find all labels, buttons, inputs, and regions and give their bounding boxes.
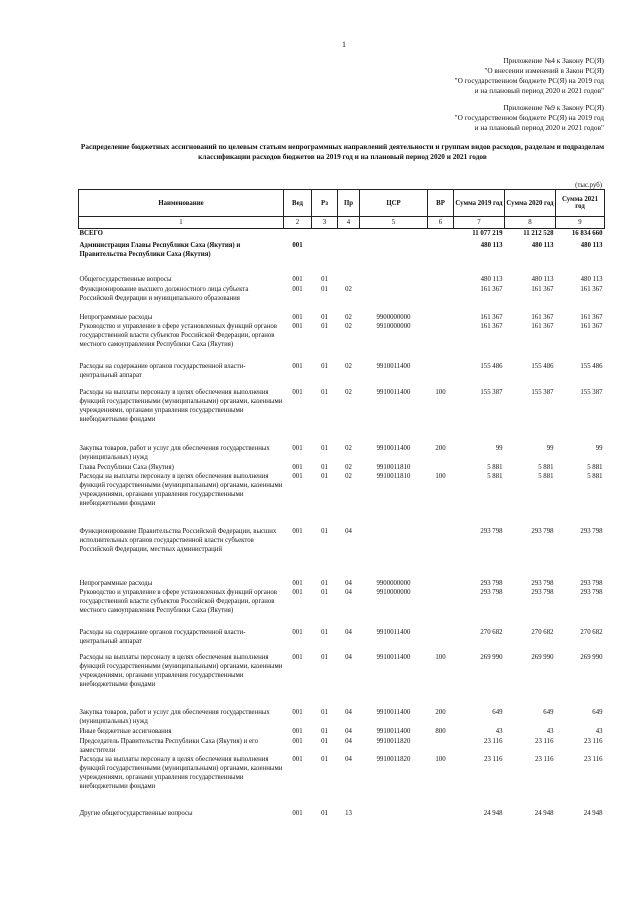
- row-pr: 04: [345, 737, 352, 745]
- row-sum-2021: 155 387: [580, 388, 603, 396]
- row-sum-2021: 23 116: [584, 755, 603, 763]
- row-sum-2019: 293 798: [480, 579, 503, 587]
- row-csr: 9900000000: [376, 579, 411, 587]
- row-sum-2020: 155 486: [531, 362, 554, 370]
- row-pr: 04: [345, 527, 352, 535]
- table-row: [79, 275, 605, 285]
- row-rz: 01: [321, 755, 328, 763]
- row-pr: 04: [345, 708, 352, 716]
- row-pr: 02: [345, 313, 352, 321]
- table-row: [79, 313, 605, 322]
- row-sum-2020: 269 990: [531, 653, 554, 661]
- column-number: 5: [360, 217, 428, 229]
- row-name: Руководство и управление в сфере установленных функций органов государственной власти субъектов Российской Федерации, органов местного самоуправления Республики Саха (Якутия): [79, 322, 277, 348]
- row-csr: 9910011400: [376, 388, 411, 396]
- row-sum-2020: 11 212 528: [523, 230, 554, 237]
- row-rz: 01: [321, 628, 328, 636]
- row-name: ВСЕГО: [79, 230, 103, 237]
- row-vr: [428, 588, 454, 628]
- row-csr: 9910011400: [376, 444, 411, 452]
- row-vr: [428, 362, 454, 388]
- appendix-line: "О государственном бюджете РС(Я) на 2019 год: [454, 76, 604, 85]
- row-pr: 02: [345, 444, 352, 452]
- row-vr: [428, 229, 454, 241]
- table-row: [79, 285, 605, 313]
- row-sum-2020: 43: [546, 727, 554, 735]
- row-sum-2020: 480 113: [531, 241, 554, 249]
- row-ved: 001: [292, 755, 303, 763]
- row-pr: 04: [345, 628, 352, 636]
- row-sum-2021: 23 116: [584, 737, 603, 745]
- row-vr: [428, 579, 454, 588]
- row-csr: 9910011400: [376, 628, 411, 636]
- column-number: 9: [556, 217, 605, 229]
- table-row: [79, 388, 605, 444]
- row-vr: 200: [435, 444, 446, 452]
- row-rz: 01: [321, 588, 328, 596]
- row-vr: [428, 285, 454, 313]
- row-ved: [284, 229, 312, 241]
- row-csr: 9910011400: [376, 653, 411, 661]
- appendix-9-note: [455, 103, 604, 133]
- table-row: [79, 588, 605, 628]
- row-rz: 01: [321, 362, 328, 370]
- row-sum-2020: 5 881: [538, 472, 554, 480]
- column-number: 1: [79, 217, 284, 229]
- column-header: ВР: [428, 190, 454, 217]
- row-sum-2020: 23 116: [535, 755, 554, 763]
- table-row: [79, 241, 605, 275]
- row-pr: 04: [345, 755, 352, 763]
- row-pr: 04: [345, 579, 352, 587]
- row-sum-2021: 480 113: [580, 241, 603, 249]
- column-number: 8: [505, 217, 556, 229]
- column-header: ЦСР: [360, 190, 428, 217]
- row-sum-2021: 161 367: [580, 322, 603, 330]
- row-sum-2021: 161 367: [580, 285, 603, 293]
- row-sum-2019: 270 682: [480, 628, 503, 636]
- row-rz: 01: [321, 275, 328, 283]
- row-pr: 02: [345, 388, 352, 396]
- row-rz: 01: [321, 527, 328, 535]
- row-csr: [360, 275, 428, 285]
- table-row: [79, 322, 605, 362]
- row-name: Закупка товаров, работ и услуг для обеспечения государственных (муниципальных) нужд: [79, 708, 270, 725]
- row-ved: 001: [292, 737, 303, 745]
- column-header: Сумма 2019 год: [454, 190, 505, 217]
- column-header: Вед: [284, 190, 312, 217]
- appendix-line: и на плановый период 2020 и 2021 годов": [474, 123, 604, 132]
- row-sum-2019: 480 113: [480, 241, 503, 249]
- row-ved: 001: [292, 388, 303, 396]
- column-number: 7: [454, 217, 505, 229]
- row-sum-2021: 99: [595, 444, 603, 452]
- row-pr: 02: [345, 463, 352, 471]
- row-sum-2021: 649: [592, 708, 603, 716]
- row-name: Непрограммные расходы: [79, 579, 153, 587]
- table-row: [79, 727, 605, 737]
- row-sum-2020: 293 798: [531, 527, 554, 535]
- row-vr: 200: [435, 708, 446, 716]
- row-sum-2021: 5 881: [587, 463, 603, 471]
- row-sum-2019: 293 798: [480, 588, 503, 596]
- row-csr: 9910000000: [376, 322, 411, 330]
- row-ved: 001: [292, 444, 303, 452]
- row-sum-2019: 5 881: [487, 472, 503, 480]
- table-row: [79, 579, 605, 588]
- row-pr: 04: [345, 727, 352, 735]
- row-ved: 001: [292, 588, 303, 596]
- row-ved: 001: [292, 275, 303, 283]
- row-csr: 9910011400: [376, 727, 411, 735]
- column-number: 4: [338, 217, 360, 229]
- row-vr: 100: [435, 472, 446, 480]
- row-sum-2021: 5 881: [587, 472, 603, 480]
- row-csr: [360, 241, 428, 275]
- row-sum-2019: 43: [495, 727, 503, 735]
- row-vr: [428, 737, 454, 755]
- row-vr: [428, 275, 454, 285]
- table-row: [79, 653, 605, 708]
- row-vr: [428, 628, 454, 653]
- row-sum-2020: 480 113: [531, 275, 554, 283]
- row-vr: [428, 313, 454, 322]
- table-row: [79, 708, 605, 727]
- row-pr: 13: [345, 809, 352, 817]
- appendix-line: "О государственном бюджете РС(Я) на 2019 год: [454, 113, 604, 122]
- page-number: 1: [342, 40, 346, 49]
- row-rz: 01: [321, 322, 328, 330]
- row-sum-2021: 293 798: [580, 579, 603, 587]
- row-pr: 02: [345, 285, 352, 293]
- row-rz: [312, 229, 338, 241]
- appendix-line: Приложение №9 к Закону РС(Я): [503, 103, 604, 112]
- row-sum-2021: 43: [595, 727, 603, 735]
- row-ved: 001: [292, 472, 303, 480]
- row-name: Расходы на содержание органов государственной власти- центральный аппарат: [79, 362, 246, 379]
- row-sum-2019: 161 367: [480, 285, 503, 293]
- row-name: Глава Республики Саха (Якутия): [79, 463, 174, 471]
- column-number-row: [79, 217, 605, 229]
- row-rz: 01: [321, 444, 328, 452]
- column-header: Сумма 2020 год: [505, 190, 556, 217]
- row-sum-2020: 161 367: [531, 322, 554, 330]
- row-csr: 9910011820: [376, 737, 411, 745]
- row-rz: 01: [321, 313, 328, 321]
- row-csr: 9910011810: [376, 472, 411, 480]
- row-rz: 01: [321, 472, 328, 480]
- row-sum-2021: 161 367: [580, 313, 603, 321]
- row-sum-2019: 269 990: [480, 653, 503, 661]
- row-csr: [360, 527, 428, 579]
- row-csr: 9910011820: [376, 755, 411, 763]
- column-header: Наименование: [79, 190, 284, 217]
- row-name: Общегосударственные вопросы: [79, 275, 172, 283]
- row-sum-2020: 161 367: [531, 285, 554, 293]
- row-name: Администрация Главы Республики Саха (Якутия) и Правительства Республики Саха (Якутия): [79, 241, 241, 258]
- row-vr: [428, 809, 454, 821]
- row-vr: 100: [435, 755, 446, 763]
- row-name: Руководство и управление в сфере установленных функций органов государственной власти субъектов Российской Федерации, органов местного самоуправления Республики Саха (Якутия): [79, 588, 277, 614]
- row-vr: [428, 463, 454, 472]
- row-rz: 01: [321, 579, 328, 587]
- row-name: Расходы на содержание органов государственной власти- центральный аппарат: [79, 628, 246, 645]
- row-ved: 001: [292, 809, 303, 817]
- row-vr: [428, 322, 454, 362]
- row-pr: [338, 229, 360, 241]
- row-sum-2021: 269 990: [580, 653, 603, 661]
- row-csr: [360, 809, 428, 821]
- column-number: 3: [312, 217, 338, 229]
- column-header: Рз: [312, 190, 338, 217]
- row-sum-2020: 161 367: [531, 313, 554, 321]
- row-name: Председатель Правительства Республики Саха (Якутия) и его заместители: [79, 737, 259, 754]
- row-pr: 02: [345, 322, 352, 330]
- row-ved: 001: [292, 285, 303, 293]
- row-sum-2021: 155 486: [580, 362, 603, 370]
- row-pr: 04: [345, 588, 352, 596]
- row-ved: 001: [292, 362, 303, 370]
- table-header-row: [79, 190, 605, 217]
- row-csr: [360, 229, 428, 241]
- document-title: Распределение бюджетных ассигнований по целевым статьям непрограммных направлений деятельности и группам видов расходов, разделам и подразделам классификации расходов бюджетов на 2019 год и на плановый период 2020 и 2021 годов: [80, 142, 605, 161]
- row-ved: 001: [292, 579, 303, 587]
- column-number: 2: [284, 217, 312, 229]
- table-row: [79, 444, 605, 463]
- row-name: Расходы на выплаты персоналу в целях обеспечения выполнения функций государственными (муниципальными) органами, казенными учреждениями, органами управления государственными внебюджетными фондами: [79, 472, 283, 507]
- row-sum-2019: 161 367: [480, 313, 503, 321]
- row-sum-2021: 480 113: [580, 275, 603, 283]
- row-rz: 01: [321, 737, 328, 745]
- row-sum-2020: 649: [543, 708, 554, 716]
- row-sum-2019: 649: [492, 708, 503, 716]
- row-sum-2019: 23 116: [484, 737, 503, 745]
- row-name: Функционирование Правительства Российской Федерации, высших исполнительных органов государственной власти субъектов Российской Федерации, местных администраций: [79, 527, 277, 553]
- table-row: [79, 755, 605, 809]
- row-name: Расходы на выплаты персоналу в целях обеспечения выполнения функций государственными (муниципальными) органами, казенными учреждениями, органами управления государственными внебюджетными фондами: [79, 755, 283, 790]
- row-sum-2020: 5 881: [538, 463, 554, 471]
- row-sum-2019: 24 948: [483, 809, 503, 817]
- row-sum-2020: 24 948: [534, 809, 554, 817]
- column-number: 6: [428, 217, 454, 229]
- row-sum-2020: 23 116: [535, 737, 554, 745]
- table-row: [79, 463, 605, 472]
- row-rz: 01: [321, 653, 328, 661]
- appendix-line: и на плановый период 2020 и 2021 годов": [474, 86, 604, 95]
- row-sum-2020: 155 387: [531, 388, 554, 396]
- row-sum-2021: 24 948: [583, 809, 603, 817]
- table-row: [79, 737, 605, 755]
- row-vr: [428, 527, 454, 579]
- row-pr: 02: [345, 362, 352, 370]
- row-ved: 001: [292, 313, 303, 321]
- table-row: [79, 628, 605, 653]
- row-vr: [428, 241, 454, 275]
- row-sum-2020: 99: [546, 444, 554, 452]
- row-sum-2019: 99: [495, 444, 503, 452]
- row-sum-2021: 293 798: [580, 527, 603, 535]
- row-csr: 9910000000: [376, 588, 411, 596]
- appendix-4-note: [455, 56, 604, 96]
- row-name: Другие общегосударственные вопросы: [79, 809, 193, 817]
- row-sum-2021: 293 798: [580, 588, 603, 596]
- appendix-line: "О внесении изменений в Закон РС(Я): [484, 66, 604, 75]
- row-name: Расходы на выплаты персоналу в целях обеспечения выполнения функций государственными (муниципальными) органами, казенными учреждениями, органами управления государственными внебюджетными фондами: [79, 653, 283, 688]
- row-sum-2019: 5 881: [487, 463, 503, 471]
- row-sum-2019: 161 367: [480, 322, 503, 330]
- row-ved: 001: [292, 628, 303, 636]
- row-name: Закупка товаров, работ и услуг для обеспечения государственных (муниципальных) нужд: [79, 444, 270, 461]
- row-sum-2019: 293 798: [480, 527, 503, 535]
- table-row: [79, 809, 605, 821]
- row-vr: 100: [435, 388, 446, 396]
- row-rz: 01: [321, 388, 328, 396]
- row-sum-2019: 480 113: [480, 275, 503, 283]
- row-vr: 100: [435, 653, 446, 661]
- row-csr: 9910011810: [376, 463, 411, 471]
- units-label: (тыс.руб): [575, 182, 602, 189]
- row-sum-2019: 23 116: [484, 755, 503, 763]
- row-vr: 800: [435, 727, 446, 735]
- row-csr: 9910011400: [376, 708, 411, 716]
- table-row: [79, 527, 605, 579]
- budget-table: [78, 189, 605, 821]
- row-rz: 01: [321, 708, 328, 716]
- row-pr: [338, 275, 360, 285]
- row-rz: 01: [321, 809, 328, 817]
- row-sum-2020: 293 798: [531, 588, 554, 596]
- row-sum-2021: 16 834 660: [571, 230, 603, 237]
- row-sum-2019: 11 077 219: [472, 230, 503, 237]
- row-ved: 001: [292, 653, 303, 661]
- row-sum-2020: 293 798: [531, 579, 554, 587]
- row-name: Расходы на выплаты персоналу в целях обеспечения выполнения функций государственными (муниципальными) органами, казенными учреждениями, органами управления государственными внебюджетными фондами: [79, 388, 283, 423]
- row-name: Функционирование высшего должностного лица субъекта Российской Федерации и муниципального образования: [79, 285, 249, 302]
- table-row: [79, 472, 605, 527]
- row-sum-2019: 155 486: [480, 362, 503, 370]
- row-name: Иные бюджетные ассигнования: [79, 727, 172, 735]
- row-sum-2019: 155 387: [480, 388, 503, 396]
- row-sum-2021: 270 682: [580, 628, 603, 636]
- row-rz: 01: [321, 727, 328, 735]
- row-ved: 001: [292, 727, 303, 735]
- row-csr: 9910011400: [376, 362, 411, 370]
- row-rz: [312, 241, 338, 275]
- row-csr: [360, 285, 428, 313]
- appendix-line: Приложение №4 к Закону РС(Я): [503, 56, 604, 65]
- row-rz: 01: [321, 285, 328, 293]
- row-pr: 02: [345, 472, 352, 480]
- row-pr: [338, 241, 360, 275]
- row-pr: 04: [345, 653, 352, 661]
- column-header: Сумма 2021 год: [556, 190, 605, 217]
- row-name: Непрограммные расходы: [79, 313, 153, 321]
- row-ved: 001: [292, 463, 303, 471]
- row-csr: 9900000000: [376, 313, 411, 321]
- row-ved: 001: [292, 322, 303, 330]
- table-row: [79, 362, 605, 388]
- row-sum-2020: 270 682: [531, 628, 554, 636]
- row-ved: 001: [292, 527, 303, 535]
- row-ved: 001: [292, 241, 303, 249]
- row-ved: 001: [292, 708, 303, 716]
- row-rz: 01: [321, 463, 328, 471]
- table-row: [79, 229, 605, 241]
- column-header: Пр: [338, 190, 360, 217]
